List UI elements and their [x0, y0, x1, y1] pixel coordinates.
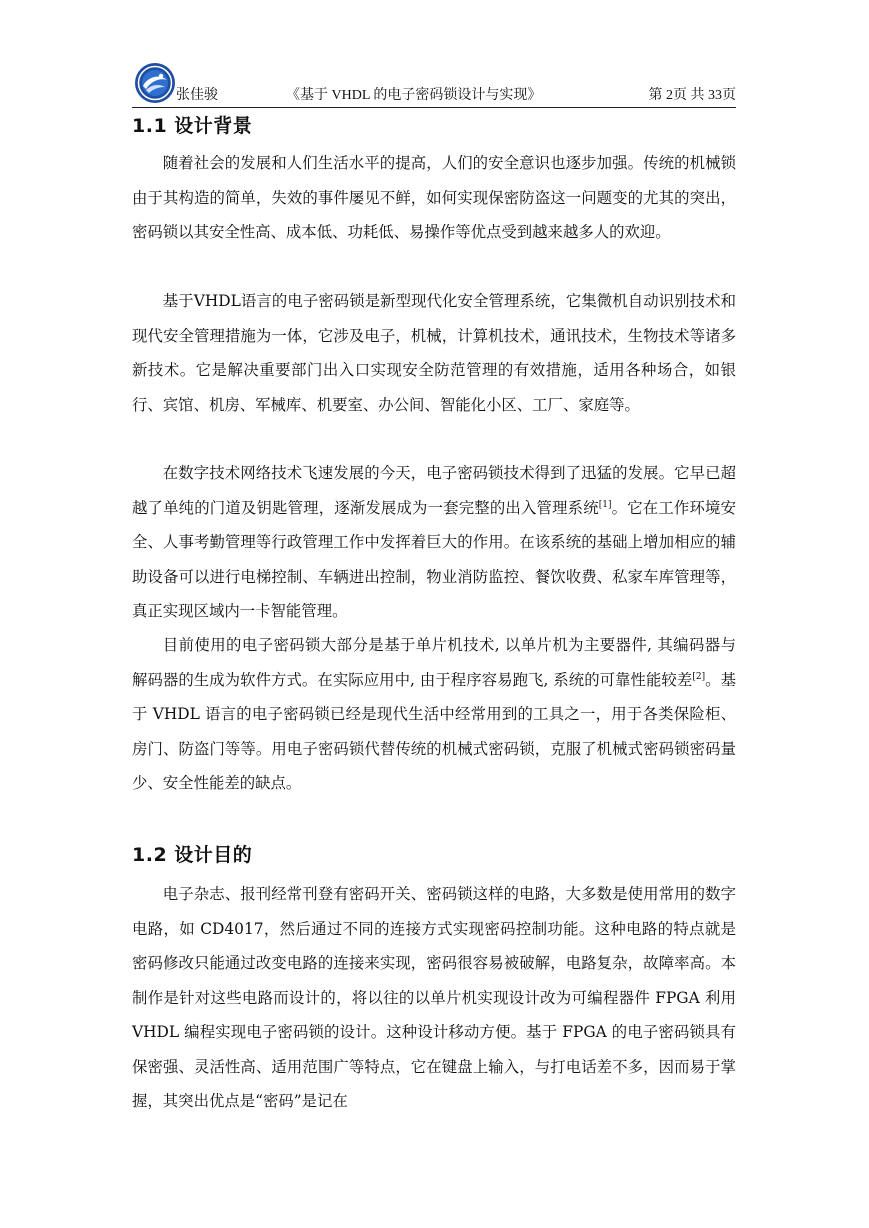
citation-ref: [2] [692, 671, 706, 682]
paragraph-text: 在数字技术网络技术飞速发展的今天，电子密码锁技术得到了迅猛的发展。它早已超越了单纯的门道及钥匙管理，逐渐发展成为一套完整的出入管理系统 [132, 464, 736, 517]
paragraph-text: 。它在工作环境安全、人事考勤管理等行政管理工作中发挥着巨大的作用。在该系统的基础上增加相应的辅助设备可以进行电梯控制、车辆进出控制，物业消防监控、餐饮收费、私家车库管理等，真正实现区域内一卡智能管理。 [132, 498, 736, 620]
section-heading-purpose: 1.2 设计目的 [132, 844, 253, 866]
paragraph [132, 628, 736, 801]
paragraph: 电子杂志、报刊经常刊登有密码开关、密码锁这样的电路，大多数是使用常用的数字电路，如 CD4017，然后通过不同的连接方式实现密码控制功能。这种电路的特点就是密码修改只能通过改变电路的连接来实现，密码很容易被破解，电路复杂，故障率高。本制作是针对这些电路而设计的，将以往的以单片机实现设计改为可编程器件 FPGA 利用 VHDL 编程实现电子密码锁的设计。这种设计移动方便。基于 FPGA 的电子密码锁具有保密强、灵活性高、适用范围广等特点，它在键盘上输入，与打电话差不多，因而易于掌握，其突出优点是“密码”是记在 [132, 885, 736, 1110]
paragraph: 随着社会的发展和人们生活水平的提高，人们的安全意识也逐步加强。传统的机械锁由于其构造的简单，失效的事件屡见不鲜，如何实现保密防盗这一问题变的尤其的突出，密码锁以其安全性高、成本低、功耗低、易操作等优点受到越来越多人的欢迎。 [132, 154, 736, 241]
citation-ref: [1] [598, 499, 612, 510]
header-page-number: 第 2页 共 33页 [648, 88, 736, 103]
header-rule [132, 107, 736, 108]
university-seal-icon [134, 62, 176, 104]
header-document-title: 《基于 VHDL 的电子密码锁设计与实现》 [286, 88, 542, 103]
paragraph: 基于VHDL语言的电子密码锁是新型现代化安全管理系统，它集微机自动识别技术和现代安全管理措施为一体，它涉及电子，机械，计算机技术，通讯技术，生物技术等诸多新技术。它是解决重要部门出入口实现安全防范管理的有效措施，适用各种场合，如银行、宾馆、机房、军械库、机要室、办公间、智能化小区、工厂、家庭等。 [132, 292, 736, 414]
paragraph-text: 目前使用的电子密码锁大部分是基于单片机技术, 以单片机为主要器件, 其编码器与解码器的生成为软件方式。在实际应用中, 由于程序容易跑飞, 系统的可靠性能较差 [132, 636, 736, 689]
page-header [132, 62, 736, 108]
section-heading-background: 1.1 设计背景 [132, 115, 253, 137]
header-author: 张佳骏 [176, 88, 218, 103]
paragraph [132, 456, 736, 629]
paragraph-text: 。基于 VHDL 语言的电子密码锁已经是现代生活中经常用到的工具之一，用于各类保险柜、房门、防盗门等等。用电子密码锁代替传统的机械式密码锁，克服了机械式密码锁密码量少、安全性能差的缺点。 [132, 670, 736, 792]
